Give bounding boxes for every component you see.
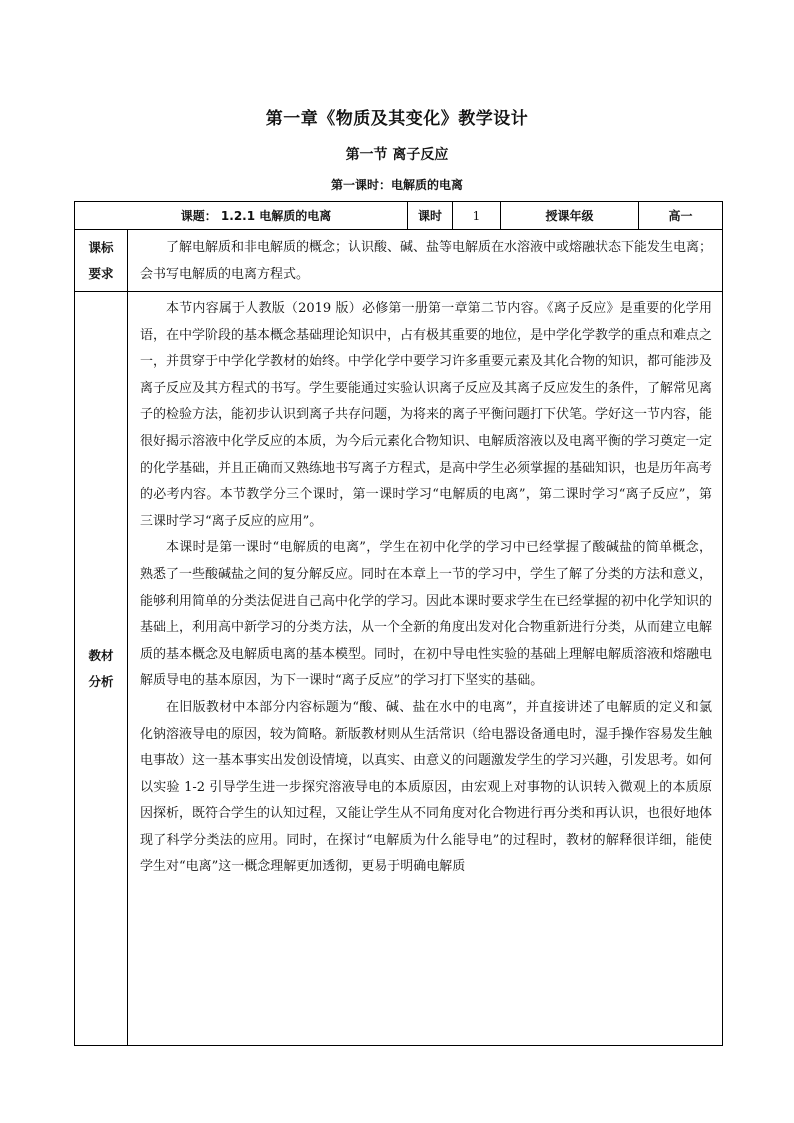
grade-label: 授课年级 [501, 202, 639, 230]
lesson-plan-table [74, 201, 723, 1046]
lesson-title: 第一课时：电解质的电离 [330, 178, 463, 192]
standards-label-line1: 课标 [88, 239, 114, 255]
standards-text-cell [128, 230, 723, 292]
section-title: 第一节 离子反应 [345, 147, 449, 163]
grade-value: 高一 [639, 202, 723, 230]
analysis-paragraph: 本节内容属于人教版（2019 版）必修第一册第一章第二节内容。《离子反应》是重要的化学用语，在中学阶段的基本概念基础理论知识中，占有极其重要的地位，是中学化学教学的重点和难点之一，并贯穿于中学化学教材的始终。中学化学中要学习许多重要元素及其化合物的知识，都可能涉及离子反应及其方程式的书写。学生要能通过实验认识离子反应及其离子反应发生的条件，了解常见离子的检验方法，能初步认识到离子共存问题，为将来的离子平衡问题打下伏笔。学好这一节内容，能很好揭示溶液中化学反应的本质，为今后元素化合物知识、电解质溶液以及电离平衡的学习奠定一定的化学基础，并且正确而又熟练地书写离子方程式，是高中学生必须掌握的基础知识，也是历年高考的必考内容。本节教学分三个课时，第一课时学习“电解质的电离”，第二课时学习“离子反应”，第三课时学习“离子反应的应用”。 [140, 301, 713, 529]
standards-text: 了解电解质和非电解质的概念；认识酸、碱、盐等电解质在水溶液中或熔融状态下能发生电离；会书写电解质的电离方程式。 [140, 240, 713, 282]
hours-value: 1 [453, 202, 501, 230]
analysis-label-line2: 分析 [88, 673, 114, 689]
topic-cell [75, 202, 408, 230]
standards-row [75, 230, 723, 292]
analysis-row [75, 292, 723, 1046]
hours-label: 课时 [408, 202, 453, 230]
header-row [75, 202, 723, 230]
analysis-label [75, 292, 128, 1046]
topic-text: 课题： 1.2.1 电解质的电离 [180, 209, 332, 223]
document-title: 第一章《物质及其变化》教学设计 [265, 109, 529, 129]
analysis-text-cell [128, 292, 723, 1046]
analysis-paragraph: 本课时是第一课时“电解质的电离”，学生在初中化学的学习中已经掌握了酸碱盐的简单概念，熟悉了一些酸碱盐之间的复分解反应。同时在本章上一节的学习中，学生了解了分类的方法和意义，能够利用简单的分类法促进自己高中化学的学习。因此本课时要求学生在已经掌握的初中化学知识的基础上，利用高中新学习的分类方法，从一个全新的角度出发对化合物重新进行分类，从而建立电解质的基本概念及电解质电离的基本模型。同时，在初中导电性实验的基础上理解电解质溶液和熔融电解质导电的基本原因，为下一课时“离子反应”的学习打下坚实的基础。 [140, 540, 713, 689]
analysis-paragraph: 在旧版教材中本部分内容标题为“酸、碱、盐在水中的电离”，并直接讲述了电解质的定义和氯化钠溶液导电的原因，较为简略。新版教材则从生活常识（给电器设备通电时，湿手操作容易发生触电事故）这一基本事实出发创设情境，以真实、由意义的问题激发学生的学习兴趣，引发思考。如何以实验 1-2 引导学生进一步探究溶液导电的本质原因，由宏观上对事物的认识转入微观上的本质原因探析，既符合学生的认知过程，又能让学生从不同角度对化合物进行再分类和再认识，也很好地体现了科学分类法的应用。同时，在探讨“电解质为什么能导电”的过程时，教材的解释很详细，能使学生对“电离”这一概念理解更加透彻，更易于明确电解质 [140, 699, 713, 875]
standards-label [75, 230, 128, 292]
standards-label-line2: 要求 [88, 265, 114, 281]
analysis-label-line1: 教材 [88, 647, 114, 663]
